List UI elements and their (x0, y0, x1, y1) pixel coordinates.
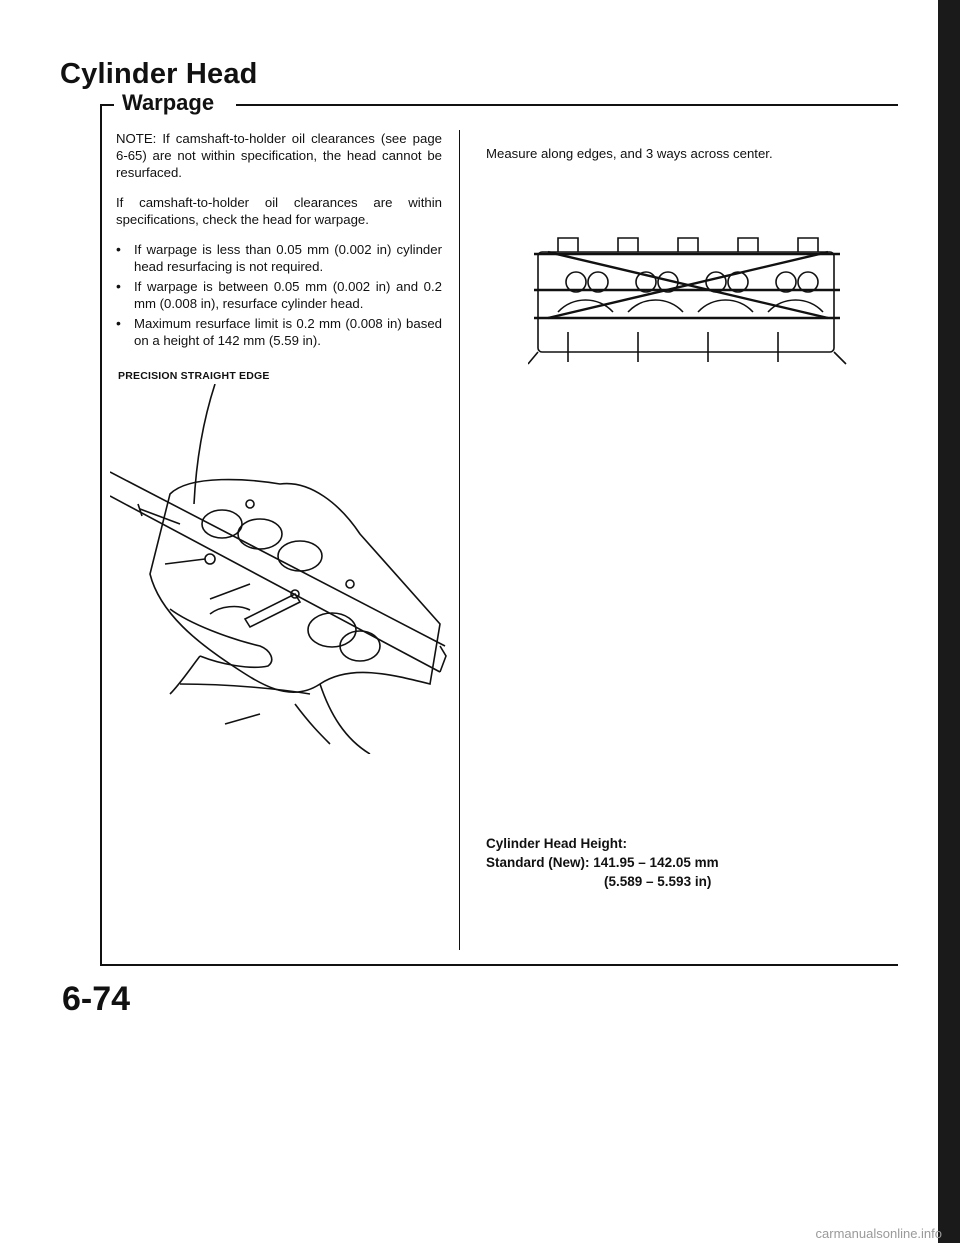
watermark-text: carmanualsonline.info (815, 1226, 942, 1241)
spec-standard-value: Standard (New): 141.95 – 142.05 mm (486, 855, 719, 870)
section-title: Warpage (118, 90, 220, 116)
list-item: • Maximum resurface limit is 0.2 mm (0.008 in) based on a height of 142 mm (5.59 in). (116, 315, 442, 349)
page-number: 6-74 (62, 980, 131, 1018)
page-edge-bar (938, 0, 960, 1243)
straight-edge-illustration (110, 384, 450, 754)
spec-inch-value: (5.589 – 5.593 in) (604, 874, 712, 889)
measurement-pattern-illustration (528, 232, 848, 372)
measurement-instruction: Measure along edges, and 3 ways across center. (486, 146, 773, 161)
left-column-text (116, 130, 442, 352)
bottom-frame-border (100, 964, 898, 966)
column-divider (459, 130, 460, 950)
section-header-tick (100, 104, 114, 106)
note-paragraph: NOTE: If camshaft-to-holder oil clearances (see page 6-65) are not within specification, the head cannot be resurfaced. (116, 131, 442, 180)
warpage-bullet-list (116, 241, 442, 349)
left-frame-border (100, 104, 102, 966)
section-header-rule (236, 104, 898, 106)
spec-title: Cylinder Head Height: (486, 836, 628, 851)
cylinder-head-height-spec (486, 834, 719, 891)
page-title: Cylinder Head (60, 58, 258, 90)
list-item: • If warpage is between 0.05 mm (0.002 in) and 0.2 mm (0.008 in), resurface cylinder head. (116, 278, 442, 312)
intro-paragraph: If camshaft-to-holder oil clearances are within specifications, check the head for warpage. (116, 195, 442, 227)
list-item: • If warpage is less than 0.05 mm (0.002 in) cylinder head resurfacing is not required. (116, 241, 442, 275)
straight-edge-label: PRECISION STRAIGHT EDGE (118, 370, 270, 382)
